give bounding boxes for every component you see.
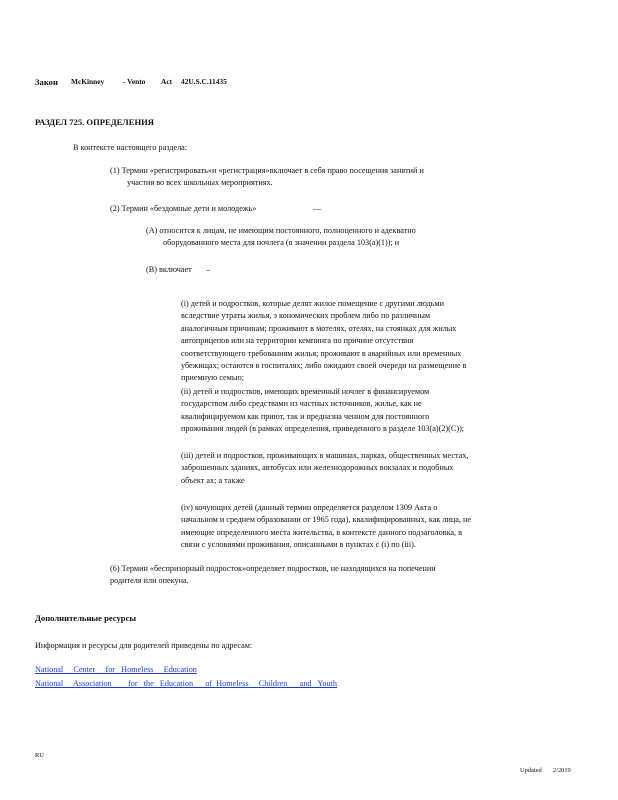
item-i-line: аналогичным причинам; проживают в мотелях, отелях, на стоянках для жилых: [181, 323, 457, 333]
link-naehcy[interactable]: National Association for the Education of Homeless Children and Youth: [35, 679, 337, 688]
item-i-line: соответствующего требованиям жилья; проживают в аварийных или временных: [181, 348, 462, 358]
definition-2-a: [146, 225, 416, 250]
item-iv-line: связи с условиями проживания, описанными в пунктах с (i) по (iii).: [181, 540, 416, 550]
item-iii-line: заброшенных зданиях, автобусах или железнодорожных вокзалах и подобных: [181, 463, 454, 473]
section-title: РАЗДЕЛ 725. ОПРЕДЕЛЕНИЯ: [35, 117, 155, 127]
item-i: [181, 298, 467, 385]
item-ii-line: (ii) детей и подростков, имеющих временный ночлег в финансируемом: [181, 387, 430, 396]
link-nche[interactable]: National Center for Homeless Education: [35, 665, 197, 674]
definition-2-label: (2) Термин «бездомные дети и молодежь»: [110, 204, 257, 213]
resources-intro: Информация и ресурсы для родителей приведены по адресам:: [35, 641, 253, 650]
definition-6-line-2: родителя или опекуна.: [110, 576, 189, 586]
definition-2-a-line-2: оборудованного места для ночлега (в значении раздела 103(а)(1)); и: [163, 238, 400, 248]
footer-language-code: RU: [35, 752, 44, 759]
definition-2-a-line-1: (А) относится к лицам, не имеющим постоянного, полноценного и адекватно: [146, 226, 416, 235]
law-label: Закон: [35, 77, 58, 87]
item-iv: [181, 502, 471, 552]
definition-2-dash: —: [313, 204, 322, 213]
item-ii-line: проживания людей (в рамках определения, приведенного в разделе 103(а)(2)(С));: [181, 424, 465, 434]
item-iii: [181, 450, 468, 487]
item-ii-line: государством либо средствами из частных источников, жилье, как не: [181, 399, 422, 409]
definition-1-line-2: участия во всех школьных мероприятиях.: [127, 178, 273, 188]
footer-updated-date: 2/2019: [553, 767, 571, 774]
item-i-line: (i) детей и подростков, которые делят жилое помещение с другими людьми: [181, 299, 444, 308]
item-ii-line: квалифицируемом как приют, так и предназна ченном для постоянного: [181, 411, 430, 421]
item-iv-line: начальном и среднем образовании от 1965 года), квалифицированных, как лица, не: [181, 515, 471, 525]
law-name-vento: - Vento: [123, 77, 146, 86]
item-i-line: приемную семью;: [181, 373, 244, 383]
definition-2-b-label: (В) включает: [146, 265, 192, 274]
item-i-line: автоприцепов или на территории кемпинга по причине отсутствия: [181, 336, 414, 346]
footer-updated-label: Updated: [520, 767, 542, 774]
resources-title: Дополнительные ресурсы: [35, 613, 137, 623]
definition-1: [110, 165, 424, 190]
definition-6: [110, 563, 436, 588]
item-ii: [181, 386, 464, 436]
definition-2-b-dash: –: [206, 265, 211, 274]
definition-6-line-1: (6) Термин «беспризорный подросток»определяет подростков, не находящихся на попечении: [110, 564, 436, 573]
item-iii-line: объект ах; а также: [181, 475, 245, 485]
item-i-line: вследствие утраты жилья, э кономических проблем либо по различным: [181, 311, 431, 321]
section-intro: В контексте настоящего раздела:: [73, 143, 188, 152]
definition-1-line-1: (1) Термин «регистрировать»и «регистрация»включает в себя право посещения занятий и: [110, 166, 424, 175]
law-act: Act: [161, 77, 173, 86]
item-iv-line: имеющие определенного места жительства, в контексте данного подзаголовка, в: [181, 527, 463, 537]
law-usc-citation: 42U.S.C.11435: [181, 77, 227, 86]
item-iv-line: (iv) кочующих детей (данный термин определяется разделом 1309 Акта о: [181, 503, 438, 512]
item-i-line: убежищах; остаются в госпиталях; либо ожидают своей очереди на размещение в: [181, 361, 467, 371]
item-iii-line: (iii) детей и подростков, проживающих в машинах, парках, общественных местах,: [181, 451, 469, 460]
law-name-mckinney: McKinney: [71, 77, 105, 86]
